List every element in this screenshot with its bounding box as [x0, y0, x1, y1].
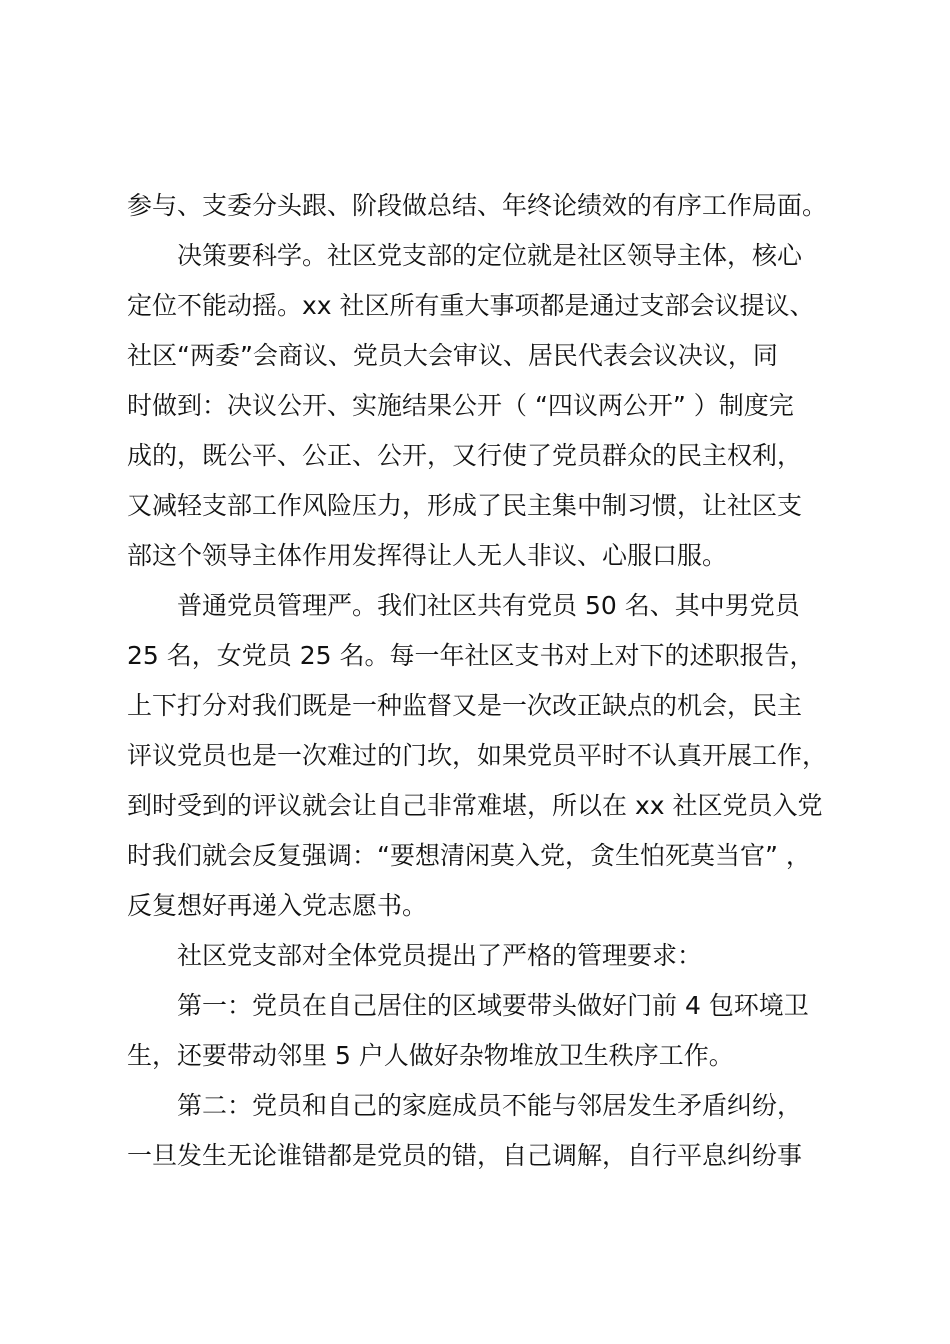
text-line: 决策要科学。社区党支部的定位就是社区领导主体，核心	[127, 241, 803, 270]
text-line: 到时受到的评议就会让自己非常难堪，所以在 xx 社区党员入党	[127, 791, 823, 820]
text-line: 参与、支委分头跟、阶段做总结、年终论绩效的有序工作局面。	[127, 191, 828, 220]
text-line: 社区“两委”会商议、党员大会审议、居民代表会议决议，同	[127, 341, 778, 370]
text-line: 第一：党员在自己居住的区域要带头做好门前 4 包环境卫	[127, 991, 809, 1020]
text-line: 一旦发生无论谁错都是党员的错，自己调解，自行平息纠纷事	[127, 1141, 803, 1170]
text-line: 第二：党员和自己的家庭成员不能与邻居发生矛盾纠纷，	[127, 1091, 803, 1120]
text-line: 又减轻支部工作风险压力，形成了民主集中制习惯，让社区支	[127, 491, 803, 520]
text-line: 时我们就会反复强调：“要想清闲莫入党，贪生怕死莫当官” ，	[127, 841, 811, 870]
document-body	[127, 181, 867, 1181]
text-line: 成的，既公平、公正、公开，又行使了党员群众的民主权利，	[127, 441, 803, 470]
text-line: 评议党员也是一次难过的门坎，如果党员平时不认真开展工作，	[127, 741, 828, 770]
text-line: 社区党支部对全体党员提出了严格的管理要求：	[127, 941, 703, 970]
text-line: 25 名，女党员 25 名。每一年社区支书对上对下的述职报告，	[127, 641, 815, 670]
text-line: 定位不能动摇。xx 社区所有重大事项都是通过支部会议提议、	[127, 291, 815, 320]
text-line: 生，还要带动邻里 5 户人做好杂物堆放卫生秩序工作。	[127, 1041, 734, 1070]
text-line: 部这个领导主体作用发挥得让人无人非议、心服口服。	[127, 541, 728, 570]
text-line: 反复想好再递入党志愿书。	[127, 891, 428, 920]
text-line: 上下打分对我们既是一种监督又是一次改正缺点的机会，民主	[127, 691, 803, 720]
text-line: 普通党员管理严。我们社区共有党员 50 名、其中男党员	[127, 591, 800, 620]
text-line: 时做到：决议公开、实施结果公开（ “四议两公开” ）制度完	[127, 391, 794, 420]
